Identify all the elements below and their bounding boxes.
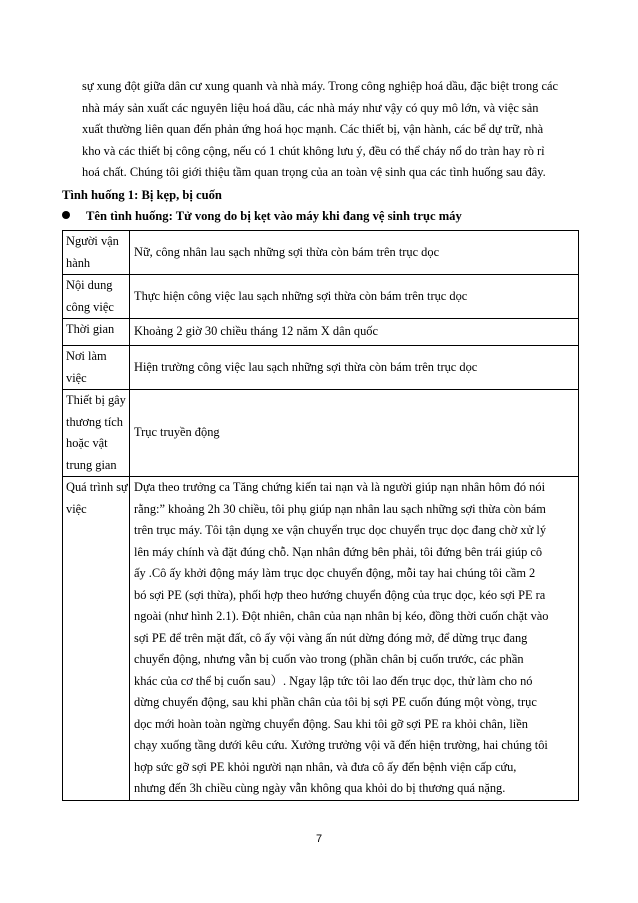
case-heading: Tình huống 1: Bị kẹp, bị cuốn <box>62 188 222 202</box>
intro-line: xuất thường liên quan đến phản ứng hoá học mạnh. Các thiết bị, vận hành, các bể dự trữ, nhà <box>82 122 544 136</box>
value-device: Trục truyền động <box>130 390 579 477</box>
process-line: chạy xuống tầng dưới kêu cứu. Xưởng trưởng vội vã đến hiện trường, hai chúng tôi <box>134 738 548 752</box>
bullet-icon <box>62 211 70 219</box>
value-process <box>130 477 579 801</box>
value-place: Hiện trường công việc lau sạch những sợi thừa còn bám trên trục dọc <box>130 346 579 390</box>
label-process: Quá trình sự việc <box>63 477 130 801</box>
incident-table <box>62 230 579 801</box>
process-line: chuyển động, nhưng vẫn bị cuốn vào trong (phần chân bị cuốn trước, các phần <box>134 652 524 666</box>
process-line: nhưng đến 3h chiều cùng ngày vẫn không qua khỏi do bị thương quá nặng. <box>134 781 506 795</box>
process-line: trên trục máy. Tôi tận dụng xe vận chuyển trục dọc chuyển trục dọc đang chờ xử lý <box>134 523 547 537</box>
process-line: bó sợi PE (sợi thừa), phối hợp theo hướng chuyển động của trục dọc, kéo sợi PE ra <box>134 587 546 602</box>
process-line: dừng chuyển động, sau khi phần chân của tôi bị sợi PE cuốn đúng một vòng, trục <box>134 695 537 709</box>
case-name-row <box>62 209 462 224</box>
process-line: ấy .Cô ấy khởi động máy làm trục dọc chuyển động, mỗi tay hai chúng tôi cầm 2 <box>134 566 536 580</box>
table-row <box>63 231 579 275</box>
intro-line: kho và các thiết bị công cộng, nếu có 1 chút không lưu ý, đều có thể cháy nổ do tràn hay rò rỉ <box>82 143 545 158</box>
label-place: Nơi làm việc <box>63 346 130 390</box>
label-device: Thiết bị gây thương tích hoặc vật trung gian <box>63 390 130 477</box>
label-operator: Người vận hành <box>63 231 130 275</box>
table-row <box>63 390 579 477</box>
table-row <box>63 275 579 319</box>
process-line: dọc mới hoàn toàn ngừng chuyển động. Sau khi tôi gỡ sợi PE ra khỏi chân, liền <box>134 716 528 731</box>
intro-line: nhà máy sản xuất các nguyên liệu hoá dầu, các nhà máy như vậy có quy mô lớn, và việc sản <box>82 100 539 115</box>
table-row <box>63 477 579 801</box>
process-line: khác của cơ thể bị cuốn sau）. Ngay lập tức tôi lao đến trục dọc, thử làm cho nó <box>134 673 533 688</box>
table-row <box>63 319 579 346</box>
value-operator: Nữ, công nhân lau sạch những sợi thừa còn bám trên trục dọc <box>130 231 579 275</box>
process-line: rằng:” khoảng 2h 30 chiều, tôi phụ giúp nạn nhân lau sạch những sợi thừa còn bám <box>134 501 546 516</box>
process-line: sợi PE để trên mặt đất, cô ấy vội vàng ấn nút dừng đóng mở, để dừng trục đang <box>134 630 528 645</box>
table-row <box>63 346 579 390</box>
intro-line: sự xung đột giữa dân cư xung quanh và nhà máy. Trong công nghiệp hoá dầu, đặc biệt trong các <box>82 79 558 93</box>
label-work: Nội dung công việc <box>63 275 130 319</box>
page-number: 7 <box>315 833 323 845</box>
intro-paragraph <box>82 76 582 184</box>
value-time: Khoảng 2 giờ 30 chiều tháng 12 năm X dân quốc <box>130 319 579 346</box>
process-line: Dựa theo trưởng ca Tăng chứng kiến tai nạn và là người giúp nạn nhân hôm đó nói <box>134 480 546 494</box>
intro-line: hoá chất. Chúng tôi giới thiệu tầm quan trọng của an toàn vệ sinh qua các tình huống sau đây. <box>82 165 546 179</box>
process-line: hợp sức gỡ sợi PE khỏi người nạn nhân, và đưa cô ấy đến bệnh viện cấp cứu, <box>134 759 517 774</box>
process-line: lên máy chính và đặt đúng chỗ. Nạn nhân đứng bên phải, tôi đứng bên trái giúp cô <box>134 544 543 559</box>
value-work: Thực hiện công việc lau sạch những sợi thừa còn bám trên trục dọc <box>130 275 579 319</box>
case-name: Tên tình huống: Tử vong do bị kẹt vào máy khi đang vệ sinh trục máy <box>86 209 462 223</box>
label-time: Thời gian <box>63 319 130 346</box>
process-line: ngoài (như hình 2.1). Đột nhiên, chân của nạn nhân bị kéo, đồng thời cuốn chặt vào <box>134 609 549 623</box>
